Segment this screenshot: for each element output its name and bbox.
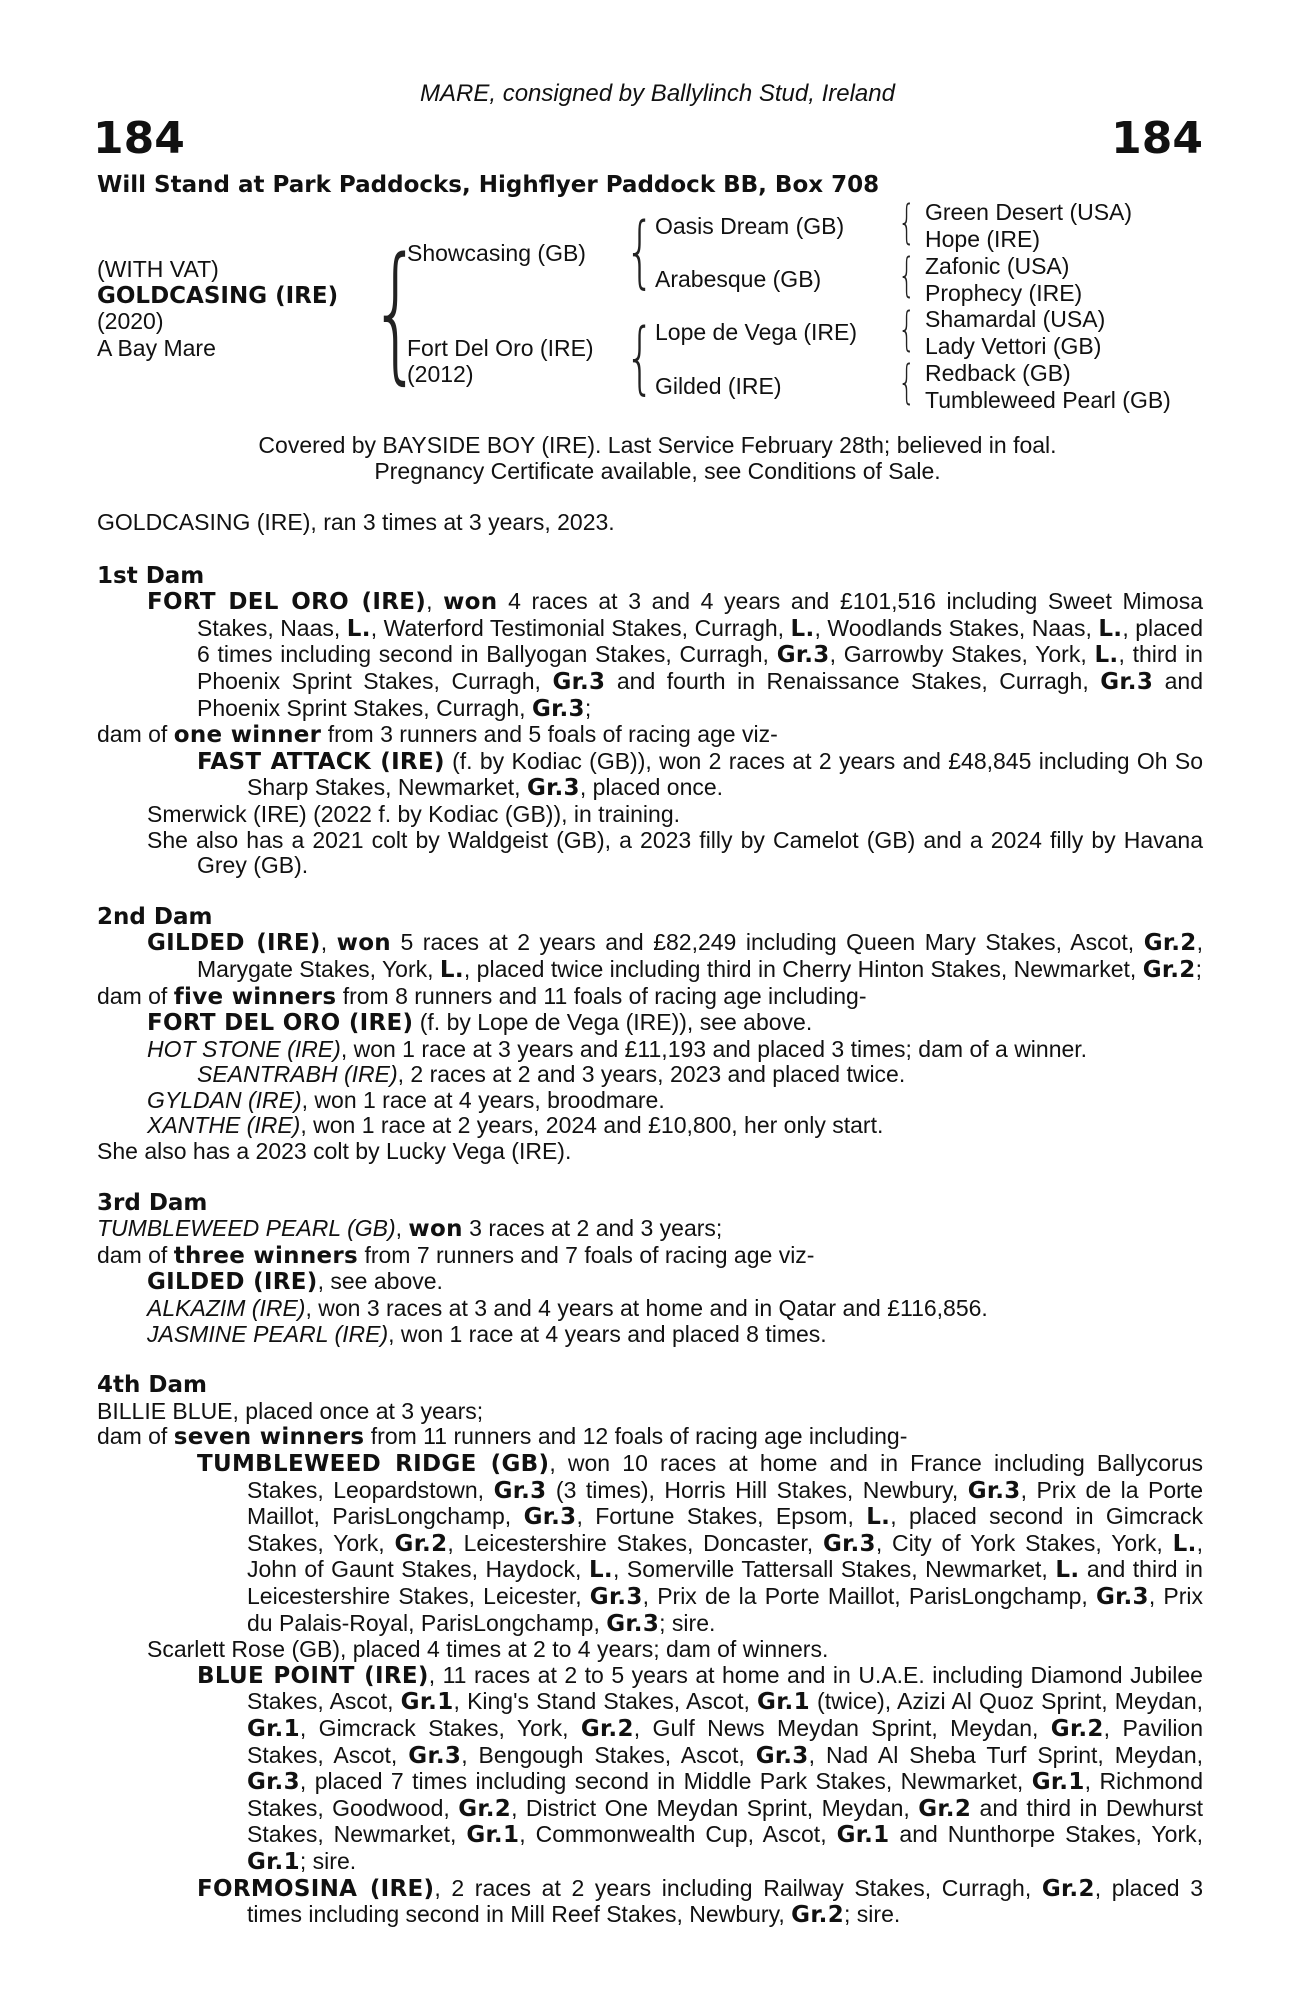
sire-sire: Oasis Dream (GB)	[655, 213, 845, 239]
second-dam-also: She also has a 2023 colt by Lucky Vega (IRE).	[97, 1138, 572, 1165]
sire-name: Showcasing (GB)	[407, 240, 586, 266]
dsd: Lady Vettori (GB)	[925, 333, 1102, 359]
horse-name: GOLDCASING (IRE)	[97, 283, 339, 309]
second-dam-progeny-4: XANTHE (IRE), won 1 race at 2 years, 2024 and £10,800, her only start.	[147, 1112, 884, 1139]
fourth-dam-progeny-2: Scarlett Rose (GB), placed 4 times at 2 to 4 years; dam of winners.	[147, 1636, 829, 1663]
first-dam-also: She also has a 2021 colt by Waldgeist (GB), a 2023 filly by Camelot (GB) and a 2024 filly by Havana Grey (GB).	[147, 826, 1203, 879]
first-dam-record: FORT DEL ORO (IRE), won 4 races at 3 and 4 years and £101,516 including Sweet Mimosa Stakes, Naas, L., Waterford Testimonial Stakes, Curragh, L., Woodlands Stakes, Naas, L., placed 6 times including second in Ballyogan Stakes, Curragh, Gr.3, Garrowby Stakes, York, L., third in Phoenix Sprint Stakes, Curragh, Gr.3 and fourth in Renaissance Stakes, Curragh, Gr.3 and Phoenix Sprint Stakes, Curragh, Gr.3;	[147, 588, 1204, 722]
sss: Green Desert (USA)	[925, 199, 1133, 225]
summary-line: GOLDCASING (IRE), ran 3 times at 3 years, 2023.	[97, 509, 615, 535]
brace-sire: {	[625, 207, 655, 297]
dam-sire: Lope de Vega (IRE)	[655, 319, 858, 345]
stand-location: Will Stand at Park Paddocks, Highflyer Paddock BB, Box 708	[97, 172, 880, 198]
dam-dam: Gilded (IRE)	[655, 373, 782, 399]
lot-number-left: 184	[93, 113, 185, 164]
dds: Redback (GB)	[925, 360, 1071, 386]
fourth-dam-progeny-2a: BLUE POINT (IRE), 11 races at 2 to 5 years at home and in U.A.E. including Diamond Jubilee Stakes, Ascot, Gr.1, King's Stand Stakes, Ascot, Gr.1 (twice), Azizi Al Quoz Sprint, Meydan, Gr.1, Gimcrack Stakes, York, Gr.2, Gulf News Meydan Sprint, Meydan, Gr.2, Pavilion Stakes, Ascot, Gr.3, Bengough Stakes, Ascot, Gr.3, Nad Al Sheba Turf Sprint, Meydan, Gr.3, placed 7 times including second in Middle Park Stakes, Newmarket, Gr.1, Richmond Stakes, Goodwood, Gr.2, District One Meydan Sprint, Meydan, Gr.2 and third in Dewhurst Stakes, Newmarket, Gr.1, Commonwealth Cup, Ascot, Gr.1 and Nunthorpe Stakes, York, Gr.1; sire.	[197, 1661, 1204, 1875]
fourth-dam-progeny-2b: FORMOSINA (IRE), 2 races at 2 years including Railway Stakes, Curragh, Gr.2, placed 3 times including second in Mill Reef Stakes, Newbury, Gr.2; sire.	[197, 1874, 1203, 1929]
fourth-dam-progeny-1: TUMBLEWEED RIDGE (GB), won 10 races at home and in France including Ballycorus Stakes, Leopardstown, Gr.3 (3 times), Horris Hill Stakes, Newbury, Gr.3, Prix de la Porte Maillot, ParisLongchamp, Gr.3, Fortune Stakes, Epsom, L., placed second in Gimcrack Stakes, York, Gr.2, Leicestershire Stakes, Doncaster, Gr.3, City of York Stakes, York, L., John of Gaunt Stakes, Haydock, L., Somerville Tattersall Stakes, Newmarket, L. and third in Leicestershire Stakes, Leicester, Gr.3, Prix de la Porte Maillot, ParisLongchamp, Gr.3, Prix du Palais-Royal, ParisLongchamp, Gr.3; sire.	[197, 1450, 1204, 1637]
third-dam-progeny-1: GILDED (IRE), see above.	[147, 1268, 443, 1296]
brace-dam: {	[625, 313, 655, 403]
second-dam-progeny-2a: SEANTRABH (IRE), 2 races at 2 and 3 years, 2023 and placed twice.	[197, 1061, 906, 1088]
second-dam-produce: dam of five winners from 8 runners and 11 foals of racing age including-	[97, 982, 867, 1010]
horse-year: (2020)	[97, 308, 164, 334]
first-dam-progeny-2: Smerwick (IRE) (2022 f. by Kodiac (GB)), in training.	[147, 800, 680, 827]
sds: Zafonic (USA)	[925, 253, 1070, 279]
fourth-dam-record: BILLIE BLUE, placed once at 3 years;	[97, 1397, 484, 1424]
sire-dam: Arabesque (GB)	[655, 266, 822, 292]
horse-description: A Bay Mare	[97, 335, 216, 361]
first-dam-heading: 1st Dam	[97, 562, 205, 589]
consignment-line: MARE, consigned by Ballylinch Stud, Ireland	[420, 80, 895, 107]
brace-dd: {	[898, 355, 916, 409]
covered-line-2: Pregnancy Certificate available, see Conditions of Sale.	[374, 458, 941, 484]
fourth-dam-produce: dam of seven winners from 11 runners and 12 foals of racing age including-	[97, 1423, 908, 1451]
fourth-dam-heading: 4th Dam	[97, 1372, 207, 1399]
second-dam-heading: 2nd Dam	[97, 903, 213, 930]
second-dam-record: GILDED (IRE), won 5 races at 2 years and £82,249 including Queen Mary Stakes, Ascot, Gr.2, Marygate Stakes, York, L., placed twice including third in Cherry Hinton Stakes, Newmarket, Gr.2;	[147, 929, 1203, 983]
produce-record	[97, 510, 1203, 1929]
dam-name: Fort Del Oro (IRE)	[407, 335, 594, 361]
lot-number-right: 184	[1111, 113, 1203, 164]
dss: Shamardal (USA)	[925, 306, 1106, 332]
third-dam-produce: dam of three winners from 7 runners and 7 foals of racing age viz-	[97, 1241, 815, 1269]
third-dam-record: TUMBLEWEED PEARL (GB), won 3 races at 2 and 3 years;	[97, 1215, 723, 1243]
third-dam-progeny-2: ALKAZIM (IRE), won 3 races at 3 and 4 years at home and in Qatar and £116,856.	[147, 1295, 988, 1322]
dam-year: (2012)	[407, 361, 474, 387]
third-dam-progeny-3: JASMINE PEARL (IRE), won 1 race at 4 years and placed 8 times.	[147, 1320, 827, 1347]
third-dam-heading: 3rd Dam	[97, 1189, 208, 1216]
second-dam-progeny-2: HOT STONE (IRE), won 1 race at 3 years and £11,193 and placed 3 times; dam of a winner.	[147, 1035, 1088, 1062]
pedigree-brace-main: {	[370, 226, 422, 398]
brace-ds: {	[898, 302, 916, 356]
first-dam-progeny-1: FAST ATTACK (IRE) (f. by Kodiac (GB)), won 2 races at 2 years and £48,845 including Oh So Sharp Stakes, Newmarket, Gr.3, placed once.	[197, 747, 1203, 802]
first-dam-produce: dam of one winner from 3 runners and 5 foals of racing age viz-	[97, 721, 778, 749]
covered-line-1: Covered by BAYSIDE BOY (IRE). Last Service February 28th; believed in foal.	[258, 432, 1057, 458]
brace-ss: {	[898, 195, 916, 249]
ssd: Hope (IRE)	[925, 226, 1041, 252]
second-dam-progeny-3: GYLDAN (IRE), won 1 race at 4 years, broodmare.	[147, 1086, 665, 1113]
second-dam-progeny-1: FORT DEL ORO (IRE) (f. by Lope de Vega (IRE)), see above.	[147, 1009, 813, 1037]
ddd: Tumbleweed Pearl (GB)	[925, 387, 1171, 413]
brace-sd: {	[898, 248, 916, 302]
vat-note: (WITH VAT)	[97, 256, 219, 282]
sdd: Prophecy (IRE)	[925, 280, 1083, 306]
